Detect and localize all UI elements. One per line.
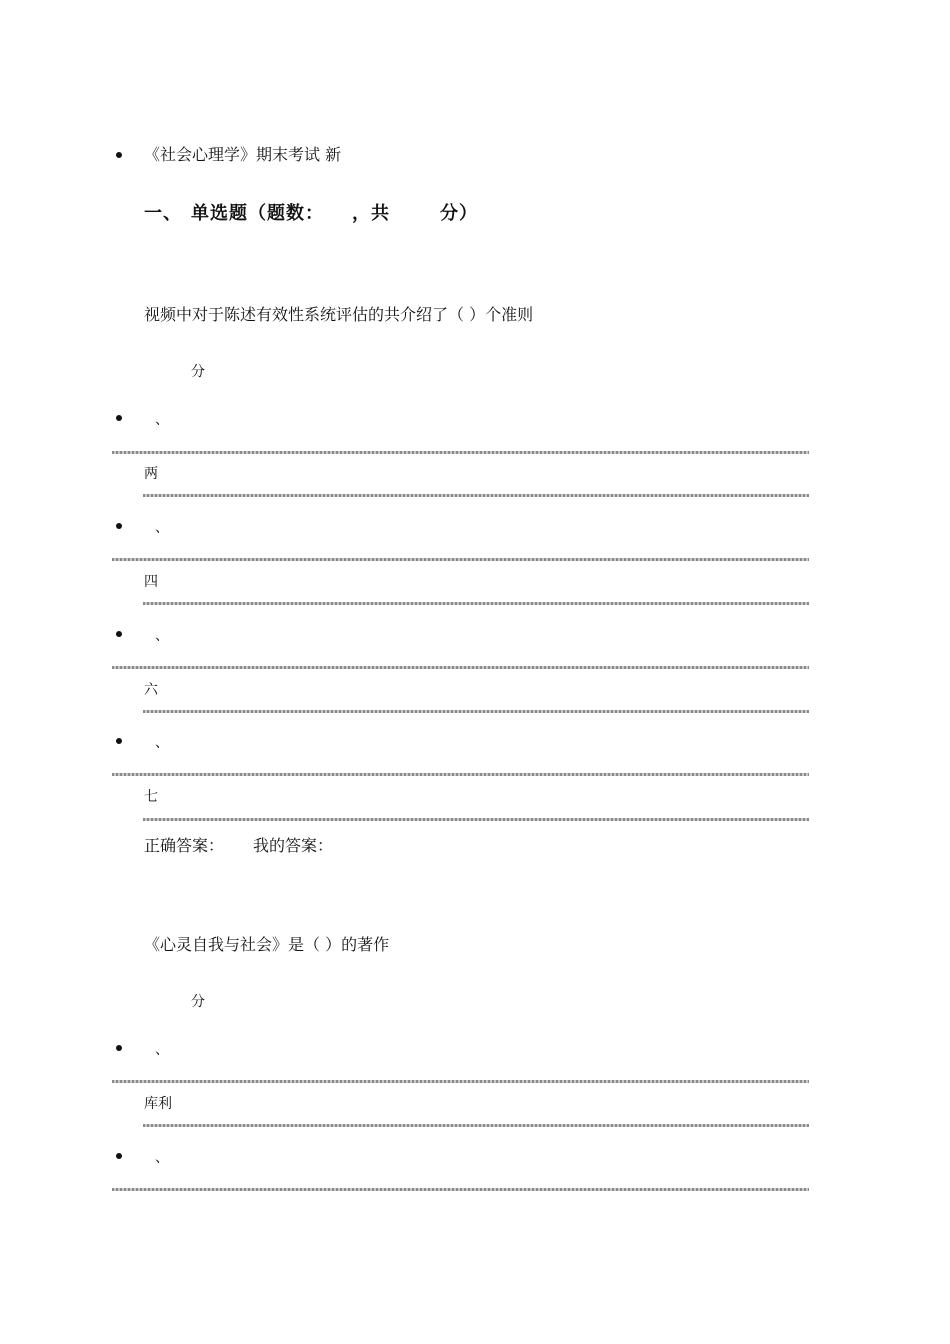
q1-option-c-text[interactable]: 六 [144,682,158,698]
q1-option-d-mark: 、 [155,735,169,751]
q1-option-c-mark: 、 [155,628,169,644]
section-suffix: 分） [440,203,478,224]
q2-option-b-bullet[interactable] [116,1153,122,1159]
correct-answer-label: 正确答案： [144,836,225,855]
section-number: 一、 [144,203,182,224]
title-bullet [116,152,122,158]
q1-option-b-mark: 、 [155,520,169,536]
q1-option-a-bottom-rule [143,494,809,497]
q1-option-a-mark: 、 [155,412,169,428]
question-2-score: 分 [191,994,205,1010]
my-answer-label: 我的答案： [253,836,334,855]
q1-option-c-bullet[interactable] [116,631,122,637]
q1-option-b-bottom-rule [143,602,809,605]
question-1-text: 视频中对于陈述有效性系统评估的共介绍了（ ）个准则 [144,305,534,324]
section-label: 单选题（题数： [191,203,324,224]
q2-option-a-top-rule [112,1080,809,1083]
q1-option-a-bullet[interactable] [116,415,122,421]
q1-option-a-text[interactable]: 两 [144,466,158,482]
q1-option-b-bullet[interactable] [116,523,122,529]
q1-option-d-text[interactable]: 七 [144,789,158,805]
question-1-score: 分 [191,364,205,380]
question-2-text: 《心灵自我与社会》是（ ）的著作 [144,935,390,954]
q2-option-a-bottom-rule [143,1124,809,1127]
q1-option-a-top-rule [112,451,809,454]
q1-option-b-text[interactable]: 四 [144,574,158,590]
q1-option-d-bullet[interactable] [116,738,122,744]
doc-title: 《社会心理学》期末考试 新 [144,145,342,164]
q1-option-d-bottom-rule [143,818,809,821]
q1-option-c-bottom-rule [143,710,809,713]
q2-option-a-mark: 、 [155,1042,169,1058]
q1-option-b-top-rule [112,558,809,561]
q1-option-d-top-rule [112,773,809,776]
q1-option-c-top-rule [112,666,809,669]
section-sep: ，共 [352,203,390,224]
q2-option-a-text[interactable]: 库利 [144,1096,172,1112]
q2-option-a-bullet[interactable] [116,1045,122,1051]
q2-option-b-mark: 、 [155,1150,169,1166]
q2-option-b-top-rule [112,1188,809,1191]
